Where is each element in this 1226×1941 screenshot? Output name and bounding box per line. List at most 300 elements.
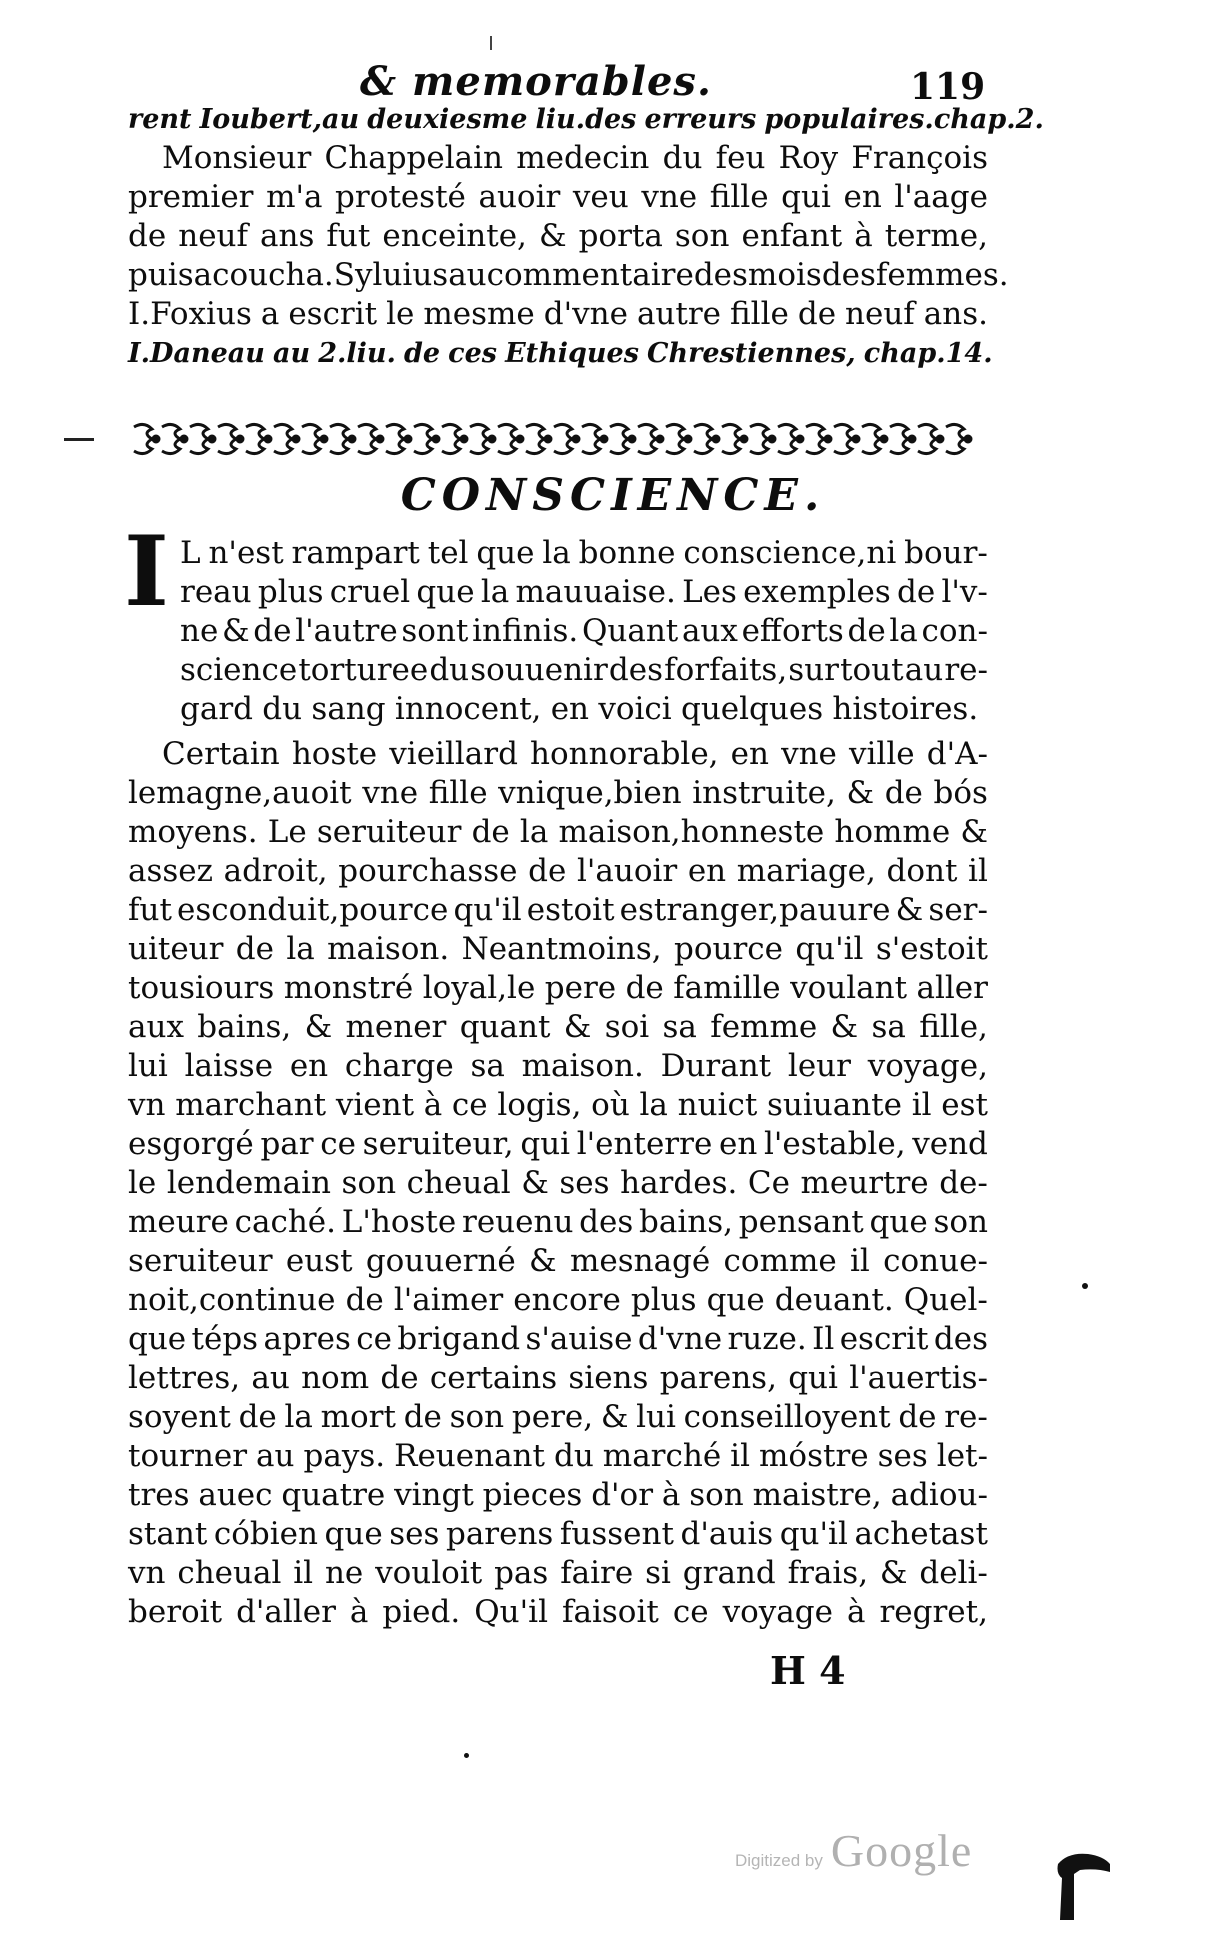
word: grand: [682, 1555, 776, 1591]
word: neuf: [845, 296, 915, 332]
word: fille: [730, 296, 789, 332]
word: bains,: [639, 1204, 734, 1240]
ornament-dot: [629, 436, 635, 442]
ornament-scroll: [638, 424, 656, 453]
word: let-: [936, 1438, 988, 1474]
word: de: [238, 1399, 277, 1435]
ornament-scroll: [666, 424, 684, 453]
word: protesté: [335, 179, 466, 215]
word: Chrestiennes,: [647, 338, 856, 369]
word: faire: [560, 1555, 634, 1591]
ornament-dot: [461, 436, 467, 442]
ornament-scroll: [778, 424, 796, 453]
word: comme: [723, 1243, 837, 1279]
ornament-scroll: [330, 424, 348, 453]
word: maison,honneste: [558, 814, 825, 850]
word: ne: [324, 1555, 364, 1591]
word: mauuaise.: [515, 574, 676, 610]
word: loyal,le: [422, 970, 536, 1006]
word: bains,: [197, 1009, 292, 1045]
word: &: [600, 1399, 629, 1435]
word: au: [251, 1360, 290, 1396]
ornament-dot: [797, 436, 803, 442]
word: l'autre: [295, 613, 398, 649]
ornament-scroll: [946, 424, 964, 453]
word: parens: [445, 1516, 554, 1552]
word: &: [529, 1243, 557, 1279]
word: l'enterre: [576, 1126, 713, 1162]
text-line: [180, 534, 988, 573]
word: escrit: [288, 296, 378, 332]
word: autre: [636, 296, 722, 332]
word: bonne: [578, 535, 676, 571]
word: maison.: [521, 1048, 644, 1084]
word: du: [262, 691, 303, 727]
word: pourchasse: [338, 853, 518, 889]
word: son: [341, 1165, 397, 1201]
ornament-scroll: [498, 424, 516, 453]
ornament-scroll: [694, 424, 712, 453]
word: lendemain: [166, 1165, 331, 1201]
word: du: [429, 652, 470, 688]
word: ans: [260, 218, 315, 254]
word: fut: [326, 218, 371, 254]
word: fut: [128, 892, 172, 928]
text-line: [128, 774, 988, 813]
word: logis,: [497, 1087, 582, 1123]
word: brigand: [397, 1321, 521, 1357]
word: des: [608, 652, 664, 688]
text-line: [128, 735, 988, 774]
ornament-dot: [601, 436, 607, 442]
word: marchant: [175, 1087, 327, 1123]
word: deuxiesme: [367, 104, 528, 135]
word: qui: [781, 179, 831, 215]
word: mois: [747, 257, 822, 293]
word: esconduit,pource: [177, 892, 449, 928]
ornament-scroll: [190, 424, 208, 453]
word: qui: [788, 1360, 838, 1396]
word: aux: [681, 613, 738, 649]
word: de: [528, 853, 567, 889]
word: que: [869, 1204, 928, 1240]
ornament-scroll: [834, 424, 852, 453]
word: estranger,pauure: [619, 892, 891, 928]
word: des: [579, 1204, 634, 1240]
word: ser-: [928, 892, 988, 928]
ink-speck: [1082, 1283, 1088, 1289]
word: en: [289, 1048, 329, 1084]
word: homme: [834, 814, 951, 850]
text-line: [128, 1008, 988, 1047]
word: d'aller: [236, 1594, 336, 1630]
word: que: [128, 1321, 187, 1357]
word: Ethiques: [505, 338, 639, 369]
word: s'estoit: [875, 931, 988, 967]
ornament-scroll: [582, 424, 600, 453]
word: où: [591, 1087, 630, 1123]
page-number: 119: [910, 66, 986, 108]
word: rampart: [291, 535, 420, 571]
ornament-scroll: [414, 424, 432, 453]
word: torturee: [298, 652, 429, 688]
word: au: [256, 1438, 295, 1474]
word: medecin: [516, 140, 650, 176]
word: cruel: [329, 574, 411, 610]
word: Qu'il: [474, 1594, 548, 1630]
word: hardes.: [620, 1165, 738, 1201]
text-line: [128, 1047, 988, 1086]
word: la: [519, 814, 549, 850]
word: &: [538, 218, 567, 254]
word: aller: [916, 970, 988, 1006]
word: Le: [267, 814, 307, 850]
word: François: [851, 140, 988, 176]
word: I.Daneau: [128, 338, 265, 369]
word: meure: [128, 1204, 229, 1240]
word: bós: [933, 775, 988, 811]
text-line: [128, 139, 988, 178]
word: de: [625, 970, 664, 1006]
ornament-dot: [685, 436, 691, 442]
text-line: [128, 969, 988, 1008]
word: d'or: [591, 1477, 654, 1513]
word: pource: [673, 931, 783, 967]
word: au: [272, 338, 311, 369]
text-line: [128, 1437, 988, 1476]
ink-speck: [464, 1753, 469, 1758]
word: porta: [578, 218, 663, 254]
ornament-dot: [293, 436, 299, 442]
word: maison.: [327, 931, 450, 967]
word: il: [730, 1438, 751, 1474]
word: maistre,: [752, 1477, 882, 1513]
word: sa: [662, 1009, 697, 1045]
word: vingt: [394, 1477, 474, 1513]
word: s'auise: [525, 1321, 633, 1357]
word: Neantmoins,: [461, 931, 662, 967]
word: voici: [598, 691, 672, 727]
word: Chappelain: [324, 140, 504, 176]
word: quatre: [281, 1477, 386, 1513]
word: premier: [128, 179, 254, 215]
word: il: [968, 853, 988, 889]
word: vient: [335, 1087, 415, 1123]
word: cóbien: [213, 1516, 318, 1552]
word: forfaits,: [664, 652, 788, 688]
word: de: [847, 613, 886, 649]
word: mort: [320, 1399, 396, 1435]
word: &: [879, 1555, 908, 1591]
word: quelques: [680, 691, 824, 727]
drop-cap: I: [124, 515, 169, 628]
word: rent: [128, 104, 192, 135]
word: aux: [128, 1009, 184, 1045]
word: de: [403, 1399, 442, 1435]
word: ce: [451, 1087, 488, 1123]
word: honnorable,: [530, 736, 719, 772]
word: liu.des: [535, 104, 637, 135]
ornament-dot: [265, 436, 271, 442]
word: son: [689, 1477, 744, 1513]
word: en: [730, 736, 769, 772]
word: pieces: [482, 1477, 583, 1513]
word: gard: [180, 691, 253, 727]
word: deli-: [919, 1555, 988, 1591]
digitized-by-text: Digitized by: [735, 1851, 823, 1870]
word: tres: [128, 1477, 190, 1513]
word: à: [854, 218, 873, 254]
word: Il: [812, 1321, 835, 1357]
text-line: [180, 651, 988, 690]
text-line: [128, 813, 988, 852]
word: ans.: [923, 296, 988, 332]
ornament-dot: [321, 436, 327, 442]
text-line: [128, 1398, 988, 1437]
ornament-scroll: [358, 424, 376, 453]
word: qu'il: [779, 1516, 848, 1552]
word: la: [480, 574, 510, 610]
word: escrit: [839, 1321, 929, 1357]
word: tel: [427, 535, 469, 571]
ornament-dot: [657, 436, 663, 442]
word: il: [850, 1243, 870, 1279]
word: enceinte,: [382, 218, 527, 254]
word: pensant: [738, 1204, 864, 1240]
word: d'auis: [680, 1516, 774, 1552]
word: exemples: [743, 574, 891, 610]
text-line: [128, 1086, 988, 1125]
word: pere,: [511, 1399, 594, 1435]
word: achetast: [854, 1516, 988, 1552]
word: l'auoir: [576, 853, 678, 889]
text-line: [128, 1515, 988, 1554]
word: tourner: [128, 1438, 248, 1474]
ornament-scroll: [134, 424, 152, 453]
word: lui: [636, 1399, 676, 1435]
word: d'vne: [637, 1321, 723, 1357]
word: L: [180, 535, 201, 571]
google-logo: Google: [830, 1825, 973, 1876]
text-line: [128, 1476, 988, 1515]
ornament-dot: [853, 436, 859, 442]
word: vne: [362, 775, 419, 811]
word: vn: [128, 1087, 166, 1123]
word: ce: [320, 1126, 356, 1162]
word: enfant: [741, 218, 843, 254]
word: il: [911, 1087, 932, 1123]
word: ses: [389, 1516, 440, 1552]
ornament-scroll: [890, 424, 908, 453]
word: feu: [715, 140, 766, 176]
word: vne: [641, 179, 698, 215]
word: veu: [572, 179, 629, 215]
word: Les: [682, 574, 737, 610]
text-line: [128, 295, 988, 334]
word: re-: [944, 1399, 988, 1435]
word: fille: [428, 775, 488, 811]
word: moyens.: [128, 814, 258, 850]
word: parens,: [659, 1360, 777, 1396]
word: lui: [128, 1048, 168, 1084]
text-line: [128, 930, 988, 969]
word: soi: [604, 1009, 650, 1045]
ornament-dot: [545, 436, 551, 442]
word: ne: [180, 613, 219, 649]
word: des: [933, 1321, 988, 1357]
ornament-dot: [881, 436, 887, 442]
word: la: [639, 1087, 668, 1123]
ornament-dot: [377, 436, 383, 442]
word: voyage: [722, 1594, 833, 1630]
word: la: [889, 613, 918, 649]
word: l'auertis-: [849, 1360, 988, 1396]
ornament-dot: [517, 436, 523, 442]
word: famille: [673, 970, 781, 1006]
ornament-scroll: [750, 424, 768, 453]
text-line: [128, 1281, 988, 1320]
word: marché: [602, 1438, 722, 1474]
catchword: H 4: [770, 1648, 846, 1693]
word: mariage,: [736, 853, 876, 889]
word: eust: [285, 1243, 353, 1279]
word: seruiteur: [316, 814, 462, 850]
word: en: [687, 853, 727, 889]
word: encore: [513, 1282, 621, 1318]
word: esgorgé: [128, 1126, 254, 1162]
word: en: [718, 1126, 758, 1162]
word: Quel-: [903, 1282, 988, 1318]
word: de: [404, 338, 441, 369]
word: terme,: [884, 218, 988, 254]
word: sa: [871, 1009, 906, 1045]
word: ville: [849, 736, 915, 772]
word: si: [645, 1555, 671, 1591]
word: Monsieur: [162, 140, 312, 176]
word: l'aimer: [393, 1282, 504, 1318]
word: pays.: [303, 1438, 386, 1474]
ornament-dot: [209, 436, 215, 442]
word: puis: [128, 257, 194, 293]
ornament-scroll: [218, 424, 236, 453]
word: neuf: [178, 218, 248, 254]
word: mesnagé: [569, 1243, 711, 1279]
word: &: [895, 892, 924, 928]
word: plus: [630, 1282, 697, 1318]
ornament-dot: [237, 436, 243, 442]
word: &: [521, 1165, 549, 1201]
word: quant: [459, 1009, 551, 1045]
digitization-watermark: [735, 1824, 972, 1877]
word: &: [846, 775, 875, 811]
text-line: [128, 217, 988, 256]
word: de: [797, 296, 837, 332]
word: bour-: [904, 535, 988, 571]
text-line: [128, 891, 988, 930]
word: tout: [840, 652, 904, 688]
word: vieillard: [389, 736, 518, 772]
ornament-dot: [405, 436, 411, 442]
text-line: [128, 178, 988, 217]
word: que: [706, 1282, 765, 1318]
word: femmes.: [875, 257, 1009, 293]
word: au: [904, 652, 944, 688]
word: 2.liu.: [318, 338, 396, 369]
margin-dash: [64, 438, 94, 441]
word: vnique,bien: [498, 775, 682, 811]
ornamental-band: [130, 419, 980, 459]
word: reau: [180, 574, 252, 610]
word: des: [693, 257, 748, 293]
word: laisse: [184, 1048, 274, 1084]
text-line: [128, 1125, 988, 1164]
ornament-scroll: [162, 424, 180, 453]
word: son: [674, 218, 730, 254]
word: qu'il: [795, 931, 864, 967]
word: l'estable,: [763, 1126, 906, 1162]
word: estoit: [526, 892, 615, 928]
text-line: [180, 612, 988, 651]
running-head: & memorables.: [360, 58, 712, 105]
word: gouuerné: [365, 1243, 516, 1279]
word: de: [253, 613, 292, 649]
word: voyage,: [867, 1048, 988, 1084]
word: seruiteur,: [362, 1126, 514, 1162]
word: beroit: [128, 1594, 223, 1630]
word: cheual: [177, 1555, 282, 1591]
word: assez: [128, 853, 213, 889]
ornament-scroll: [806, 424, 824, 453]
ornament-dot: [181, 436, 187, 442]
word: d'A-: [926, 736, 988, 772]
word: hoste: [291, 736, 378, 772]
word: &: [222, 613, 250, 649]
word: vend: [912, 1126, 988, 1162]
word: &: [304, 1009, 333, 1045]
word: à: [423, 1087, 443, 1123]
word: souuenir: [470, 652, 608, 688]
ornament-dot: [573, 436, 579, 442]
word: innocent,: [394, 691, 542, 727]
word: mener: [345, 1009, 447, 1045]
word: vn: [128, 1555, 166, 1591]
word: le: [128, 1165, 157, 1201]
word: monstré: [283, 970, 414, 1006]
word: infinis.: [472, 613, 579, 649]
word: de: [897, 574, 936, 610]
text-line: [128, 1554, 988, 1593]
word: son: [933, 1204, 988, 1240]
word: faisoit: [562, 1594, 659, 1630]
word: d'vne: [543, 296, 628, 332]
word: adiou-: [890, 1477, 988, 1513]
ornament-scroll: [722, 424, 740, 453]
word: de: [884, 775, 923, 811]
word: pas: [494, 1555, 549, 1591]
word: au: [448, 257, 487, 293]
word: certains: [429, 1360, 558, 1396]
word: n'est: [208, 535, 284, 571]
text-line: [128, 1359, 988, 1398]
word: est: [941, 1087, 988, 1123]
ornament-dot: [909, 436, 915, 442]
word: noit,continue: [128, 1282, 336, 1318]
word: pied.: [382, 1594, 461, 1630]
text-line: [180, 690, 988, 729]
word: adroit,: [223, 853, 328, 889]
word: que: [476, 535, 535, 571]
word: Reuenant: [394, 1438, 545, 1474]
